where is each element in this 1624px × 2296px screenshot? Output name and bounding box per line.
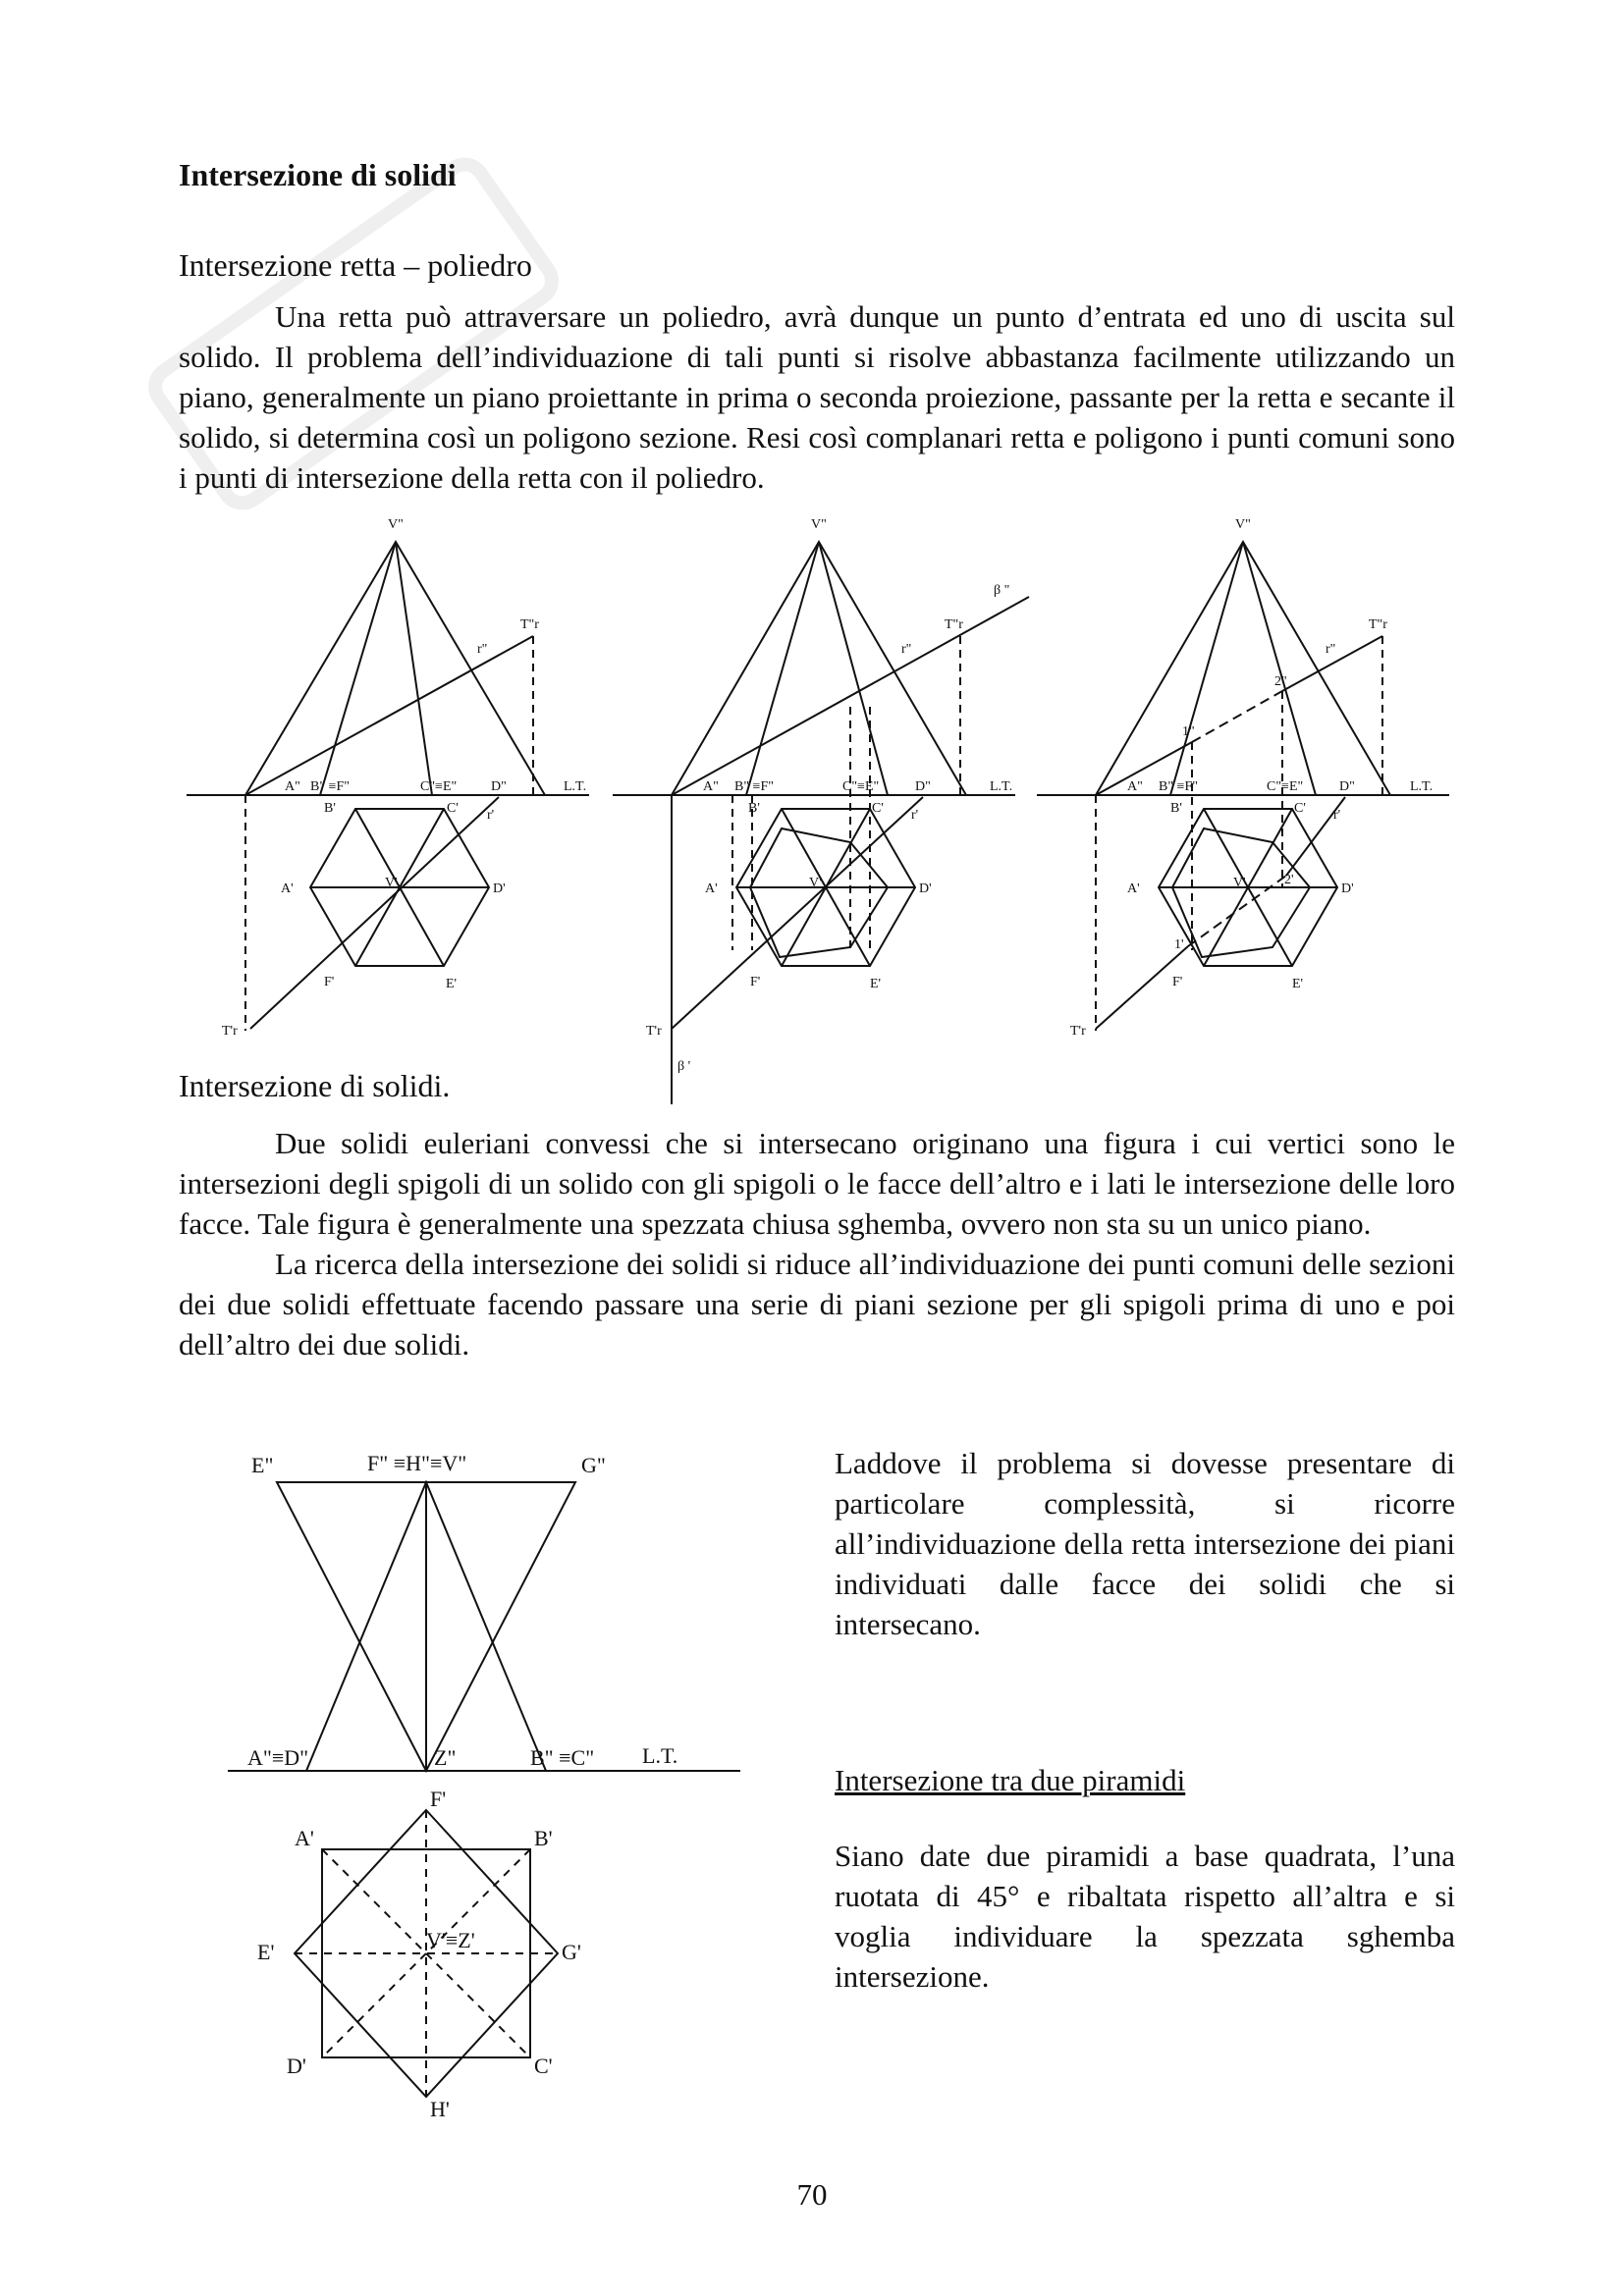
page-number: 70 — [796, 2177, 828, 2212]
label-lt: L.T. — [990, 779, 1013, 794]
label-b2f2: B" ≡F" — [734, 779, 774, 794]
label-e1: E' — [870, 977, 882, 991]
label-f1: F' — [430, 1787, 447, 1811]
label-a2: A" — [703, 779, 719, 794]
label-lt: L.T. — [1410, 779, 1434, 794]
section-heading-retta-poliedro: Intersezione retta – poliedro — [179, 247, 532, 283]
label-a1: A' — [705, 881, 718, 896]
label-e1: E' — [257, 1940, 275, 1964]
pyramid-edge-c — [396, 542, 432, 795]
label-e2: E" — [251, 1453, 274, 1477]
figure-line-polyhedron-intersection — [0, 510, 1624, 1119]
label-a2: A" — [285, 779, 300, 794]
label-point2-front: 2" — [1274, 674, 1287, 689]
line-r-front — [245, 636, 533, 795]
label-r1: r' — [1333, 808, 1341, 823]
label-d2: D" — [491, 779, 507, 794]
label-t2r: T"r — [945, 617, 963, 632]
label-g1: G' — [562, 1940, 581, 1964]
label-h1: H' — [430, 2097, 450, 2121]
label-t1r: T'r — [646, 1024, 662, 1039]
section1-text: Una retta può attraversare un poliedro, avrà dunque un punto d’entrata ed uno di uscita sul solido. Il problema dell’individuazione di tali punti si risolve abbastanza facilmente utilizzando un piano, generalmente un piano proiettante in prima o seconda proiezione, passante per la retta e secante il solido, si determina così un poligono sezione. Resi così complanari retta e poligono i punti comuni sono i punti di intersezione della retta con il poliedro. — [179, 299, 1455, 495]
label-bc2: B" ≡C" — [530, 1745, 595, 1770]
side-paragraph-1 — [835, 1443, 1455, 1644]
figure-two-pyramids — [216, 1433, 766, 2140]
label-d1: D' — [493, 881, 506, 896]
label-e1: E' — [446, 977, 458, 991]
label-b2f2: B" ≡F" — [310, 779, 350, 794]
label-d2: D" — [1339, 779, 1355, 794]
label-f1: F' — [750, 975, 761, 989]
label-b1: B' — [748, 801, 760, 816]
section1-paragraph — [179, 296, 1455, 498]
label-c1: C' — [872, 801, 884, 816]
label-beta1: β ' — [677, 1059, 691, 1074]
label-g2: G" — [581, 1453, 606, 1477]
label-t1r: T'r — [1070, 1024, 1086, 1039]
label-lt: L.T. — [564, 779, 587, 794]
label-d1: D' — [919, 881, 932, 896]
label-v2: V" — [1235, 517, 1251, 532]
label-a1: A' — [281, 881, 294, 896]
label-r2: r" — [1326, 642, 1336, 657]
label-c2e2: C"≡E" — [842, 779, 880, 794]
label-ad2: A"≡D" — [247, 1745, 309, 1770]
side-text-1: Laddove il problema si dovesse presentare di particolare complessità, si ricorre all’individuazione della retta intersezione dei piani individuati dalle facce dei solidi che si intersecano. — [835, 1446, 1455, 1641]
panel-2 — [613, 542, 1029, 1104]
label-r1: r' — [911, 808, 919, 823]
subheading-two-pyramids: Intersezione tra due piramidi — [835, 1763, 1186, 1797]
label-vz1: V'≡Z' — [426, 1928, 475, 1952]
label-a2: A" — [1127, 779, 1143, 794]
label-c2e2: C"≡E" — [1267, 779, 1304, 794]
label-v1: V' — [1233, 876, 1246, 890]
section-polygon — [1172, 828, 1310, 957]
section2-paragraph-1: Due solidi euleriani convessi che si intersecano originano una figura i cui vertici sono le intersezioni degli spigoli di un solido con gli spigoli o le facce dell’altro e i lati le intersezione delle loro facce. Tale figura è generalmente una spezzata chiusa sghemba, ovvero non sta su un unico piano. — [179, 1126, 1455, 1241]
label-v1: V' — [809, 876, 822, 890]
label-point2-plan: 2' — [1284, 873, 1294, 887]
label-point1-front: 1" — [1182, 724, 1195, 739]
label-f1: F' — [324, 975, 335, 989]
line-r-plan — [250, 797, 499, 1029]
label-f1: F' — [1172, 975, 1183, 989]
section2-paragraph-2: La ricerca della intersezione dei solidi si riduce all’individuazione dei punti comuni delle sezioni dei due solidi effettuate facendo passare una serie di piani sezione per gli spigoli prima di uno e poi dell’altro dei due solidi. — [179, 1247, 1455, 1362]
square-abcd — [322, 1849, 530, 2057]
pyramid-front-outline — [672, 542, 966, 795]
label-beta2: β " — [994, 583, 1010, 598]
label-v2: V" — [811, 517, 827, 532]
label-d2: D" — [915, 779, 931, 794]
panel-1 — [187, 542, 589, 1031]
line-r-front-hidden — [1192, 691, 1282, 742]
pyramid-front-outline — [245, 542, 545, 795]
pyramid-edge-b — [320, 542, 396, 795]
panel-3 — [1037, 542, 1449, 1031]
label-t1r: T'r — [222, 1024, 238, 1039]
section2-paragraphs — [179, 1123, 1455, 1364]
panel-3-labels — [1070, 517, 1433, 1039]
label-c1: C' — [447, 801, 459, 816]
label-r2: r" — [477, 642, 488, 657]
label-a1: A' — [1127, 881, 1140, 896]
pyramid-front-outline — [1096, 542, 1390, 795]
label-b1: B' — [534, 1826, 553, 1850]
label-v1: V' — [385, 876, 398, 890]
label-t2r: T"r — [1369, 617, 1387, 632]
label-b1: B' — [324, 801, 336, 816]
label-lt: L.T. — [642, 1743, 678, 1768]
side-paragraph-2 — [835, 1836, 1455, 1997]
label-c1: C' — [1294, 801, 1306, 816]
label-r2: r" — [901, 642, 912, 657]
label-b1: B' — [1170, 801, 1182, 816]
label-e1: E' — [1292, 977, 1304, 991]
label-c2e2: C"≡E" — [420, 779, 458, 794]
label-c1: C' — [534, 2054, 553, 2078]
label-v2: V" — [388, 517, 404, 532]
label-d1: D' — [287, 2054, 306, 2078]
side-text-2: Siano date due piramidi a base quadrata, l’una ruotata di 45° e ribaltata rispetto all’altra e si voglia individuare la spezzata sghemba intersezione. — [835, 1839, 1455, 1994]
page-title: Intersezione di solidi — [179, 157, 457, 192]
label-point1-plan: 1' — [1174, 937, 1184, 952]
label-z2: Z" — [434, 1745, 457, 1770]
label-a1: A' — [295, 1826, 314, 1850]
label-r1: r' — [487, 808, 495, 823]
label-b2f2: B" ≡F" — [1159, 779, 1198, 794]
label-t2r: T"r — [520, 617, 539, 632]
section-heading-intersezione-solidi: Intersezione di solidi. — [179, 1068, 451, 1103]
label-d1: D' — [1341, 881, 1354, 896]
label-fhv2: F" ≡H"≡V" — [367, 1451, 467, 1475]
